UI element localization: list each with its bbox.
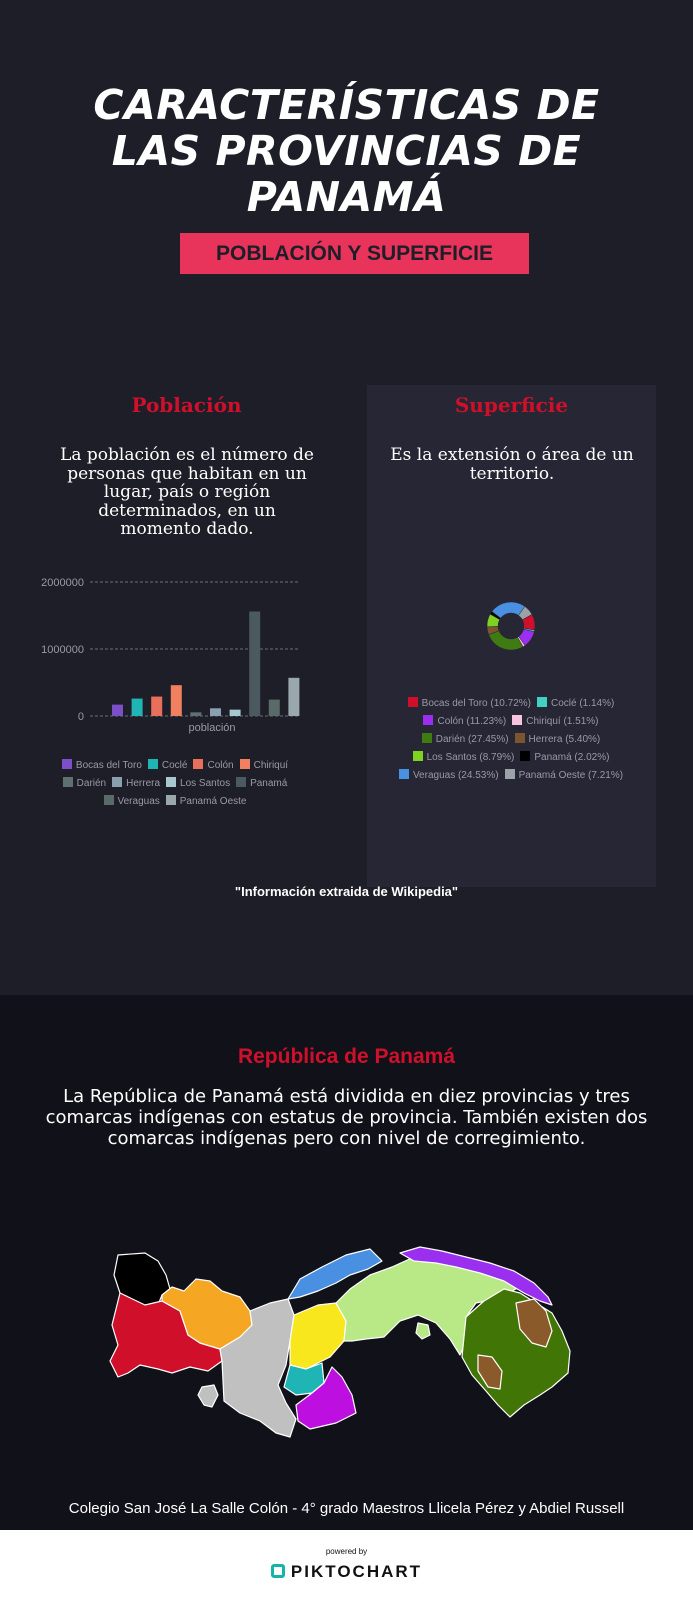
panama-map: [100, 1245, 600, 1460]
legend-label: Darién: [76, 778, 107, 789]
x-axis-label: población: [188, 722, 236, 734]
legend-swatch: [148, 759, 158, 769]
legend-swatch: [537, 697, 547, 707]
legend-swatch: [413, 751, 423, 761]
bar-bocas-del-toro: [112, 705, 123, 716]
superficie-text: Es la extensión o área de un territorio.: [390, 445, 634, 484]
y-tick-label: 0: [77, 711, 84, 723]
legend-item[interactable]: [104, 793, 160, 811]
republica-text: La República de Panamá está dividida en diez provincias y tres comarcas indígenas con estatus de provincia. También existen dos comarcas indígenas pero con nivel de corregimiento.: [45, 1086, 648, 1149]
legend-swatch: [166, 795, 176, 805]
legend-label: Darién (27.45%): [435, 734, 509, 745]
legend-item[interactable]: [193, 757, 233, 775]
legend-label: Los Santos (8.79%): [426, 752, 515, 763]
poblacion-text: La población es el número de personas que habitan en un lugar, país o región determinados, en un momento dado.: [60, 445, 314, 539]
legend-swatch: [240, 759, 250, 769]
legend-item[interactable]: [62, 757, 142, 775]
powered-by-label: powered by: [325, 1547, 368, 1556]
superficie-heading: Superficie: [454, 393, 569, 417]
legend-label: Panamá: [250, 778, 288, 789]
legend-swatch: [166, 777, 176, 787]
legend-label: Panamá Oeste: [179, 796, 247, 807]
bar-herrera: [210, 708, 221, 716]
brand-logo[interactable]: [0, 1562, 693, 1582]
legend-swatch: [236, 777, 246, 787]
brand-name: PIKTOCHART: [290, 1562, 423, 1581]
bar-los-santos: [230, 710, 241, 716]
legend-item[interactable]: [423, 713, 506, 731]
legend-swatch: [512, 715, 522, 725]
y-tick-label: 1000000: [41, 644, 84, 656]
bar-colón: [151, 697, 162, 716]
legend-item[interactable]: [236, 775, 287, 793]
bar-panamá: [249, 611, 260, 716]
legend-item[interactable]: [399, 767, 499, 785]
legend-swatch: [104, 795, 114, 805]
legend-item[interactable]: [63, 775, 106, 793]
legend-swatch: [399, 769, 409, 779]
legend-label: Bocas del Toro: [75, 760, 142, 771]
legend-label: Coclé: [161, 760, 188, 771]
title-line-1: CARACTERÍSTICAS DE: [93, 81, 600, 129]
area-legend: [390, 695, 632, 785]
page-subtitle: POBLACIÓN Y SUPERFICIE: [216, 242, 493, 265]
legend-label: Veraguas (24.53%): [412, 770, 499, 781]
title-line-2: LAS PROVINCIAS DE: [111, 127, 582, 175]
legend-swatch: [112, 777, 122, 787]
slice-darién: [489, 631, 523, 650]
legend-label: Panamá (2.02%): [534, 752, 610, 763]
legend-label: Veraguas: [117, 796, 160, 807]
bar-chiriquí: [171, 685, 182, 716]
legend-label: Herrera: [126, 778, 161, 789]
page-title: [0, 82, 693, 220]
legend-label: Chiriquí (1.51%): [526, 716, 599, 727]
bar-panamá-oeste: [288, 678, 299, 716]
map-cocle: [290, 1303, 346, 1369]
legend-label: Chiriquí: [253, 760, 289, 771]
legend-item[interactable]: [422, 731, 509, 749]
legend-item[interactable]: [512, 713, 598, 731]
bar-coclé: [132, 699, 143, 716]
bar-darién: [190, 712, 201, 716]
population-legend: [45, 757, 305, 811]
legend-label: Colón: [207, 760, 234, 771]
legend-item[interactable]: [537, 695, 614, 713]
y-tick-label: 2000000: [41, 578, 84, 589]
legend-label: Herrera (5.40%): [528, 734, 601, 745]
map-darien: [462, 1289, 570, 1417]
title-line-3: PANAMÁ: [246, 173, 447, 221]
piktochart-icon: [271, 1564, 285, 1578]
bar-veraguas: [269, 700, 280, 716]
legend-label: Los Santos: [180, 778, 231, 789]
legend-item[interactable]: [515, 731, 601, 749]
legend-swatch: [423, 715, 433, 725]
area-donut-chart: [480, 595, 542, 657]
legend-item[interactable]: [112, 775, 160, 793]
map-island-coiba: [198, 1385, 218, 1407]
population-bar-chart: [30, 578, 320, 753]
legend-label: Panamá Oeste (7.21%): [518, 770, 624, 781]
legend-item[interactable]: [520, 749, 609, 767]
legend-item[interactable]: [166, 793, 247, 811]
legend-item[interactable]: [413, 749, 515, 767]
poblacion-heading: Población: [131, 393, 242, 417]
source-note: "Información extraida de Wikipedia": [234, 884, 459, 899]
legend-label: Bocas del Toro (10.72%): [421, 698, 531, 709]
republica-heading: República de Panamá: [237, 1045, 456, 1068]
credits: Colegio San José La Salle Colón - 4° grado Maestros Llicela Pérez y Abdiel Russell: [68, 1500, 625, 1517]
map-island-pearl: [416, 1323, 430, 1339]
legend-item[interactable]: [166, 775, 230, 793]
legend-swatch: [193, 759, 203, 769]
legend-swatch: [62, 759, 72, 769]
legend-swatch: [408, 697, 418, 707]
legend-swatch: [422, 733, 432, 743]
legend-item[interactable]: [240, 757, 288, 775]
legend-swatch: [63, 777, 73, 787]
legend-item[interactable]: [148, 757, 188, 775]
legend-swatch: [520, 751, 530, 761]
legend-label: Colón (11.23%): [437, 716, 507, 727]
legend-item[interactable]: [505, 767, 624, 785]
legend-item[interactable]: [408, 695, 531, 713]
legend-swatch: [505, 769, 515, 779]
legend-swatch: [515, 733, 525, 743]
legend-label: Coclé (1.14%): [550, 698, 615, 709]
